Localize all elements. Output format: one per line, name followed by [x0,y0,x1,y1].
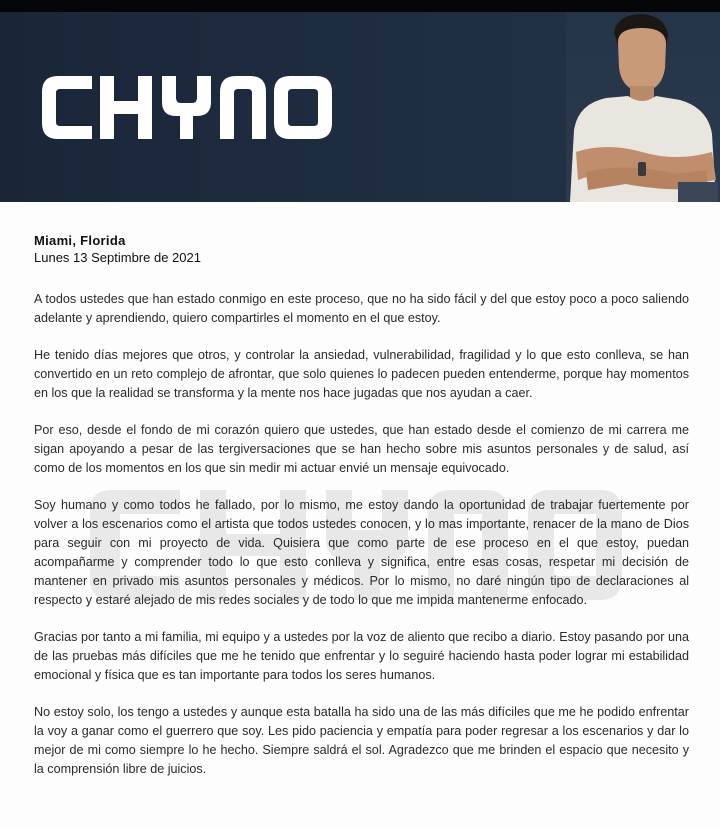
chyno-logo [34,62,344,152]
letterhead-banner [0,12,720,202]
paragraph-5: Gracias por tanto a mi familia, mi equipo y a ustedes por la voz de aliento que recibo a diario. Estoy pasando por una de las pruebas más difíciles que me he tenido que enfrentar y lo seguiré haciendo hasta poder lograr mi estabilidad emocional y física que es tan importante para todos los seres humanos. [34,630,689,682]
paragraph-2: He tenido días mejores que otros, y controlar la ansiedad, vulnerabilidad, fragilidad y lo que esto conlleva, se han convertido en un reto complejo de afrontar, que solo quienes lo padecen pueden entenderme, porque hay momentos en los que la realidad se transforma y la mente nos hace jugadas que nos ayudan a caer. [34,348,689,400]
paragraph-1: A todos ustedes que han estado conmigo en este proceso, que no ha sido fácil y del que estoy poco a poco saliendo adelante y aprendiendo, quiero compartirles el momento en el que estoy. [34,292,689,325]
letter-place: Miami, Florida [34,233,126,248]
top-black-bar [0,0,720,12]
paragraph-6: No estoy solo, los tengo a ustedes y aunque esta batalla ha sido una de las más difíciles que me he podido enfrentar la voy a ganar como el guerrero que soy. Les pido paciencia y empatía para poder regresar a los escenarios y dar lo mejor de mi como siempre lo he hecho. Siempre saldrá el sol. Agradezco que me brinden el espacio que necesito y la comprensión libre de juicios. [34,705,689,776]
letter-body [34,232,689,797]
paragraph-4: Soy humano y como todos he fallado, por lo mismo, me estoy dando la oportunidad de trabajar fuertemente por volver a los escenarios como el artista que todos ustedes conocen, y lo mas importante, renacer de la mano de Dios para seguir con mi proyecto de vida. Quisiera que como parte de ese proceso en el que estoy, puedan acompañarme y comprender todo lo que esto conlleva y significa, entre esas cosas, respetar mi decisión de mantener en privado mis asuntos personales y médicos. Por lo mismo, no daré ningún tipo de declaraciones al respecto y estaré alejado de mis redes sociales y de todo lo que me impida mantenerme enfocado. [34,498,689,607]
letter-date: Lunes 13 Septimbre de 2021 [34,250,201,265]
portrait-photo [566,12,720,202]
paragraph-3: Por eso, desde el fondo de mi corazón quiero que ustedes, que han estado desde el comienzo de mi carrera me sigan apoyando a pesar de las tergiversaciones que se han hecho sobre mis asuntos personales y de salud, así como de los momentos en los que sin medir mi actuar envié un mensaje equivocado. [34,423,689,475]
